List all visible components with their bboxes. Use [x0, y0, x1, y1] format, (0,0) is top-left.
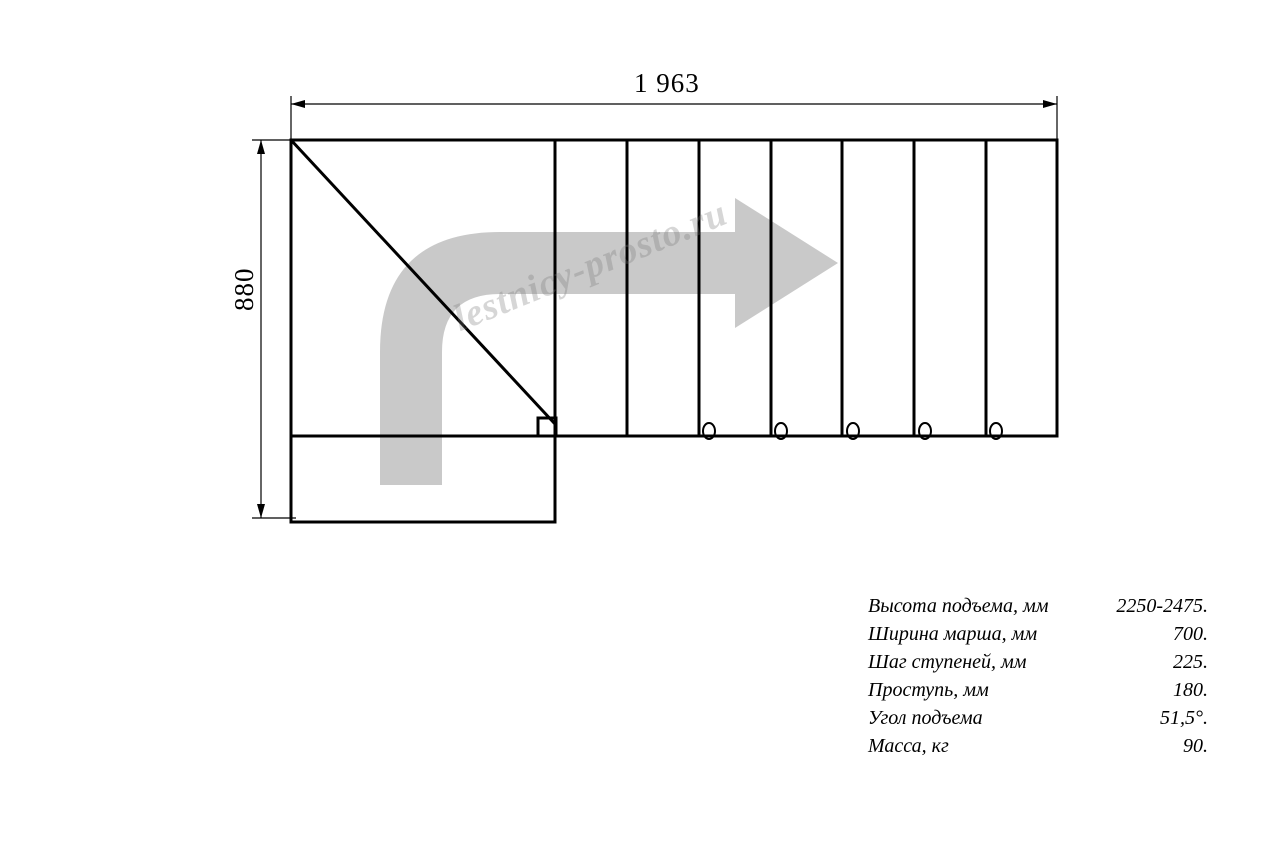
spec-row-label: Высота подъема, мм	[868, 595, 1049, 617]
spec-row	[868, 648, 1208, 676]
spec-row-value: 180.	[1173, 679, 1208, 701]
spec-row	[868, 704, 1208, 732]
spec-row-value: 700.	[1173, 623, 1208, 645]
spec-row-label: Масса, кг	[868, 735, 949, 757]
spec-row	[868, 592, 1208, 620]
spec-row-label: Угол подъема	[868, 707, 983, 729]
spec-row-label: Проступь, мм	[868, 679, 989, 701]
spec-row	[868, 676, 1208, 704]
spec-row-value: 51,5°.	[1160, 707, 1208, 729]
spec-row-value: 90.	[1183, 735, 1208, 757]
watermark-text: lestnicy-prosto.ru	[447, 191, 734, 340]
top-dimension	[291, 96, 1057, 145]
specification-table	[868, 592, 1208, 760]
top-dimension-label: 1 963	[634, 68, 700, 98]
spec-row-label: Ширина марша, мм	[868, 623, 1038, 645]
spec-row-label: Шаг ступеней, мм	[868, 651, 1027, 673]
spec-row	[868, 620, 1208, 648]
left-dimension	[252, 140, 296, 518]
spec-row	[868, 732, 1208, 760]
spec-row-value: 225.	[1173, 651, 1208, 673]
left-dimension-label: 880	[229, 267, 259, 311]
spec-row-value: 2250-2475.	[1116, 595, 1208, 617]
